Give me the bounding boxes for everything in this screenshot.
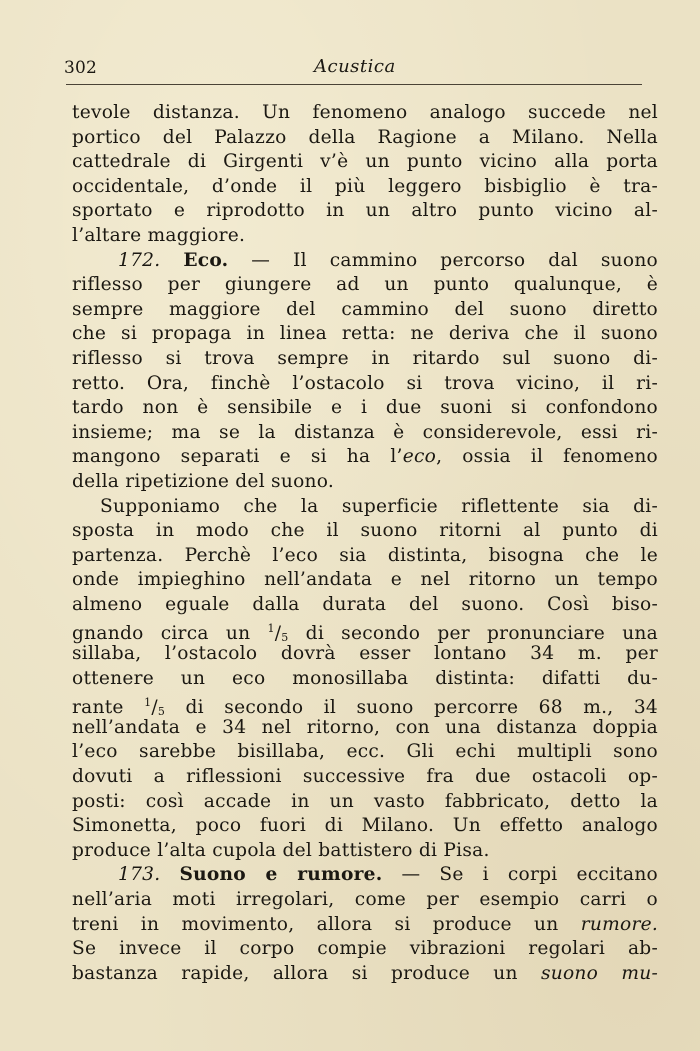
section-title: Suono e rumore. — [179, 864, 383, 886]
paragraph-echo-detail — [72, 495, 658, 864]
text-line: che si propaga in linea retta: ne deriva che il suono — [72, 323, 658, 345]
text-line — [72, 913, 658, 938]
text-line: partenza. Perchè l’eco sia distinta, bisogna che le — [72, 544, 658, 566]
text-body — [72, 101, 658, 986]
text-span: bastanza rapide, allora si produce un — [72, 962, 541, 984]
text-line: cattedrale di Girgenti v’è un punto vicino alla porta — [72, 151, 658, 173]
text-line: retto. Ora, finchè l’ostacolo si trova vicino, il ri- — [72, 372, 658, 394]
text-line: l’altare maggiore. — [72, 224, 246, 246]
text-line: sillaba, l’ostacolo dovrà esser lontano 34 m. per — [72, 643, 658, 665]
text-line: onde impieghino nell’andata e nel ritorno un tempo — [72, 569, 658, 591]
text-line: l’eco sarebbe bisillaba, ecc. Gli echi multipli sono — [72, 741, 658, 763]
text-line: insieme; ma se la distanza è considerevole, essi ri- — [72, 421, 658, 443]
text-line: riflesso per giungere ad un punto qualunque, è — [72, 274, 658, 296]
text-line — [72, 691, 658, 719]
italic-term: eco — [402, 446, 437, 468]
section-number: 172. — [118, 249, 161, 271]
text-line: occidentale, d’onde il più leggero bisbiglio è tra- — [72, 175, 658, 197]
text-span: treni in movimento, allora si produce un — [72, 913, 581, 935]
header-rule — [66, 84, 642, 85]
text-line — [72, 617, 658, 645]
fraction-one-fifth: $^1/_5$ — [144, 696, 166, 719]
section-title: Eco. — [183, 249, 229, 271]
text-line — [72, 962, 658, 987]
section-173 — [72, 863, 658, 986]
text-span: di secondo per pronunciare una — [288, 623, 658, 645]
section-heading-line — [72, 249, 658, 274]
text-line: sposta in modo che il suono ritorni al punto di — [72, 520, 658, 542]
text-span: gnando circa un — [72, 623, 268, 645]
section-heading-line — [72, 863, 658, 888]
text-span: — Il cammino percorso dal suono — [228, 249, 658, 271]
text-line — [72, 445, 658, 470]
paragraph-continuation — [72, 101, 658, 249]
section-number: 173. — [118, 864, 161, 886]
page-number: 302 — [64, 58, 98, 78]
text-line: ottenere un eco monosillaba distinta: difatti du- — [72, 667, 658, 689]
text-line: produce l’alta cupola del battistero di Pisa. — [72, 839, 490, 861]
text-line: portico del Palazzo della Ragione a Milano. Nella — [72, 126, 658, 148]
italic-term: suono mu- — [540, 962, 658, 984]
text-line: tevole distanza. Un fenomeno analogo succede nel — [72, 102, 658, 123]
fraction-one-fifth: $^1/_5$ — [267, 622, 289, 645]
text-span: rante — [72, 697, 145, 719]
text-line: nell’aria moti irregolari, come per esempio carri o — [72, 889, 658, 910]
text-span: di secondo il suono percorre 68 m., 34 — [165, 697, 658, 719]
page-header — [64, 56, 644, 82]
text-line: sportato e riprodotto in un altro punto vicino al- — [72, 200, 658, 222]
section-172 — [72, 249, 658, 495]
text-span: — Se i corpi eccitano — [382, 864, 658, 886]
text-span: mangono separati e si ha l’ — [72, 446, 403, 468]
text-line: della ripetizione del suono. — [72, 470, 335, 492]
text-line: dovuti a riflessioni successive fra due ostacoli op- — [72, 766, 658, 788]
text-line: nell’andata e 34 nel ritorno, con una distanza doppia — [72, 716, 658, 738]
text-line: posti: così accade in un vasto fabbricato, detto la — [72, 790, 658, 812]
text-line: Simonetta, poco fuori di Milano. Un effetto analogo — [72, 815, 658, 837]
text-line: Se invece il corpo compie vibrazioni regolari ab- — [72, 938, 658, 960]
text-span: , ossia il fenomeno — [436, 446, 658, 468]
text-line: tardo non è sensibile e i due suoni si confondono — [72, 397, 658, 419]
running-title: Acustica — [314, 56, 396, 77]
text-line: sempre maggiore del cammino del suono diretto — [72, 298, 658, 320]
text-line: Supponiamo che la superficie riflettente sia di- — [100, 495, 658, 517]
text-line: almeno eguale dalla durata del suono. Così biso- — [72, 593, 658, 615]
italic-term: rumore. — [580, 913, 658, 935]
text-line: riflesso si trova sempre in ritardo sul suono di- — [72, 347, 658, 369]
